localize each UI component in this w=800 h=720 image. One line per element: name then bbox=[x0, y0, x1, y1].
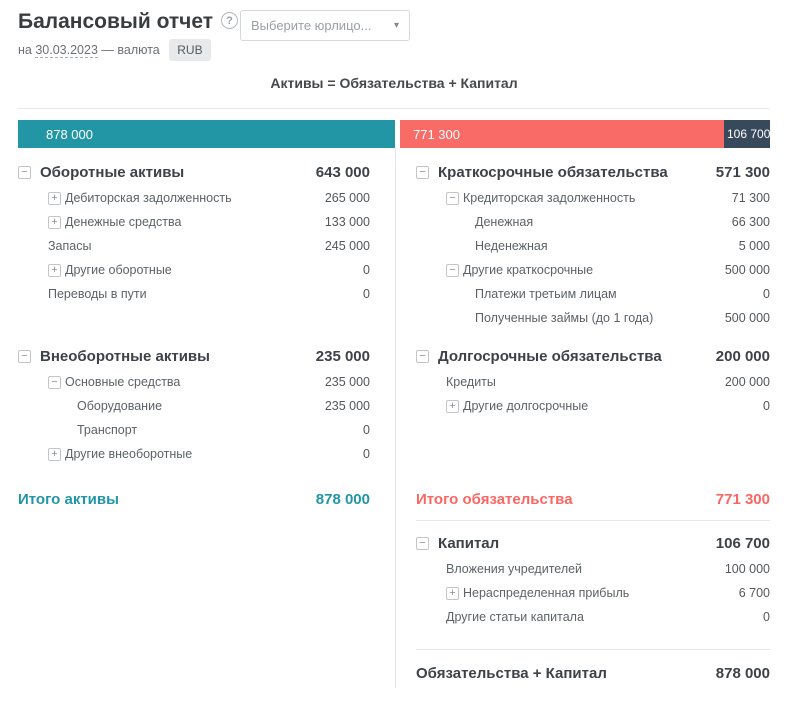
list-item bbox=[416, 394, 770, 418]
row-value: 235 000 bbox=[324, 399, 370, 413]
section-title: Капитал bbox=[438, 534, 500, 552]
row-label: Оборудование bbox=[77, 399, 163, 413]
row-label: Переводы в пути bbox=[48, 287, 147, 301]
currency-badge[interactable]: RUB bbox=[169, 39, 210, 61]
list-item bbox=[18, 210, 370, 234]
row-value: 500 000 bbox=[724, 263, 770, 277]
row-label: Кредиты bbox=[446, 375, 496, 389]
list-item bbox=[416, 186, 770, 210]
row-label: Другие долгосрочные bbox=[463, 399, 589, 413]
report-date[interactable]: 30.03.2023 bbox=[35, 43, 98, 57]
list-item bbox=[416, 234, 770, 258]
section-header-capital bbox=[416, 529, 770, 557]
row-value: 0 bbox=[363, 263, 370, 277]
row-value: 5 000 bbox=[738, 239, 770, 253]
section-header-short-term-liabilities bbox=[416, 158, 770, 186]
row-value: 235 000 bbox=[324, 375, 370, 389]
total-value: 878 000 bbox=[315, 490, 370, 508]
section-value: 571 300 bbox=[715, 163, 770, 181]
row-label: Денежные средства bbox=[65, 215, 182, 229]
row-label: Неденежная bbox=[475, 239, 548, 253]
report-subtitle bbox=[18, 39, 770, 61]
balance-columns bbox=[18, 148, 770, 688]
row-label: Основные средства bbox=[65, 375, 181, 389]
row-label: Платежи третьим лицам bbox=[475, 287, 617, 301]
list-item bbox=[18, 282, 370, 306]
entity-select[interactable] bbox=[240, 10, 410, 41]
row-value: 66 300 bbox=[731, 215, 770, 229]
liabilities-capital-bar bbox=[400, 120, 770, 148]
expand-icon[interactable]: + bbox=[48, 448, 61, 461]
expand-icon[interactable]: + bbox=[446, 400, 459, 413]
assets-bar: 878 000 bbox=[18, 120, 395, 148]
row-value: 100 000 bbox=[724, 562, 770, 576]
row-label: Вложения учредителей bbox=[446, 562, 583, 576]
expand-icon[interactable]: + bbox=[446, 587, 459, 600]
capital-bar: 106 700 bbox=[724, 120, 770, 148]
total-value: 771 300 bbox=[715, 490, 770, 508]
date-prefix: на bbox=[18, 43, 32, 57]
row-value: 0 bbox=[763, 287, 770, 301]
collapse-icon[interactable]: − bbox=[416, 537, 429, 550]
row-label: Полученные займы (до 1 года) bbox=[475, 311, 654, 325]
collapse-icon[interactable]: − bbox=[446, 264, 459, 277]
list-item bbox=[18, 234, 370, 258]
list-item bbox=[416, 557, 770, 581]
final-label: Обязательства + Капитал bbox=[416, 664, 607, 682]
list-item bbox=[416, 258, 770, 282]
row-label: Дебиторская задолженность bbox=[65, 191, 232, 205]
section-value: 235 000 bbox=[315, 347, 370, 365]
list-item bbox=[416, 605, 770, 629]
list-item bbox=[18, 394, 370, 418]
row-label: Транспорт bbox=[77, 423, 138, 437]
section-header-long-term-liabilities bbox=[416, 342, 770, 370]
collapse-icon[interactable]: − bbox=[446, 192, 459, 205]
row-value: 0 bbox=[363, 447, 370, 461]
assets-column bbox=[18, 148, 395, 688]
balance-bars bbox=[18, 120, 770, 148]
collapse-icon[interactable]: − bbox=[416, 166, 429, 179]
assets-total-row bbox=[18, 484, 370, 514]
list-item bbox=[18, 370, 370, 394]
liabilities-total-row bbox=[416, 484, 770, 514]
collapse-icon[interactable]: − bbox=[18, 350, 31, 363]
list-item bbox=[416, 306, 770, 330]
divider bbox=[416, 520, 770, 521]
collapse-icon[interactable]: − bbox=[48, 376, 61, 389]
list-item bbox=[18, 418, 370, 442]
section-title: Внеоборотные активы bbox=[40, 347, 210, 365]
list-item bbox=[18, 442, 370, 466]
section-value: 106 700 bbox=[715, 534, 770, 552]
liabilities-bar: 771 300 bbox=[400, 120, 724, 148]
total-label: Итого обязательства bbox=[416, 490, 573, 508]
divider bbox=[18, 108, 770, 109]
section-header-current-assets bbox=[18, 158, 370, 186]
row-label: Другие внеоборотные bbox=[65, 447, 193, 461]
section-title: Долгосрочные обязательства bbox=[438, 347, 662, 365]
chevron-down-icon: ▾ bbox=[393, 20, 399, 31]
row-label: Запасы bbox=[48, 239, 92, 253]
row-label: Другие краткосрочные bbox=[463, 263, 594, 277]
list-item bbox=[416, 581, 770, 605]
section-title: Краткосрочные обязательства bbox=[438, 163, 668, 181]
total-label: Итого активы bbox=[18, 490, 119, 508]
list-item bbox=[18, 258, 370, 282]
liabilities-plus-capital-row bbox=[416, 658, 770, 688]
collapse-icon[interactable]: − bbox=[416, 350, 429, 363]
row-value: 0 bbox=[363, 423, 370, 437]
row-value: 245 000 bbox=[324, 239, 370, 253]
row-value: 133 000 bbox=[324, 215, 370, 229]
entity-select-placeholder: Выберите юрлицо... bbox=[251, 18, 372, 33]
section-title: Оборотные активы bbox=[40, 163, 185, 181]
row-label: Другие статьи капитала bbox=[446, 610, 584, 624]
row-label: Денежная bbox=[475, 215, 534, 229]
section-value: 643 000 bbox=[315, 163, 370, 181]
section-header-noncurrent-assets bbox=[18, 342, 370, 370]
section-value: 200 000 bbox=[715, 347, 770, 365]
row-value: 500 000 bbox=[724, 311, 770, 325]
liabilities-column bbox=[395, 148, 770, 688]
row-value: 0 bbox=[763, 399, 770, 413]
expand-icon[interactable]: + bbox=[48, 192, 61, 205]
row-label: Нераспределенная прибыль bbox=[463, 586, 630, 600]
currency-label: — валюта bbox=[101, 43, 160, 57]
final-value: 878 000 bbox=[715, 664, 770, 682]
divider bbox=[416, 649, 770, 650]
list-item bbox=[416, 282, 770, 306]
expand-icon[interactable]: + bbox=[48, 264, 61, 277]
row-value: 0 bbox=[363, 287, 370, 301]
report-header bbox=[18, 10, 770, 62]
list-item bbox=[416, 370, 770, 394]
collapse-icon[interactable]: − bbox=[18, 166, 31, 179]
row-value: 200 000 bbox=[724, 375, 770, 389]
list-item bbox=[18, 186, 370, 210]
page-title: Балансовый отчет bbox=[18, 10, 214, 33]
row-value: 6 700 bbox=[738, 586, 770, 600]
row-label: Кредиторская задолженность bbox=[463, 191, 636, 205]
row-value: 265 000 bbox=[324, 191, 370, 205]
expand-icon[interactable]: + bbox=[48, 216, 61, 229]
row-value: 71 300 bbox=[731, 191, 770, 205]
help-icon[interactable]: ? bbox=[221, 12, 238, 29]
row-label: Другие оборотные bbox=[65, 263, 172, 277]
list-item bbox=[416, 210, 770, 234]
row-value: 0 bbox=[763, 610, 770, 624]
balance-equation: Активы = Обязательства + Капитал bbox=[270, 75, 518, 91]
